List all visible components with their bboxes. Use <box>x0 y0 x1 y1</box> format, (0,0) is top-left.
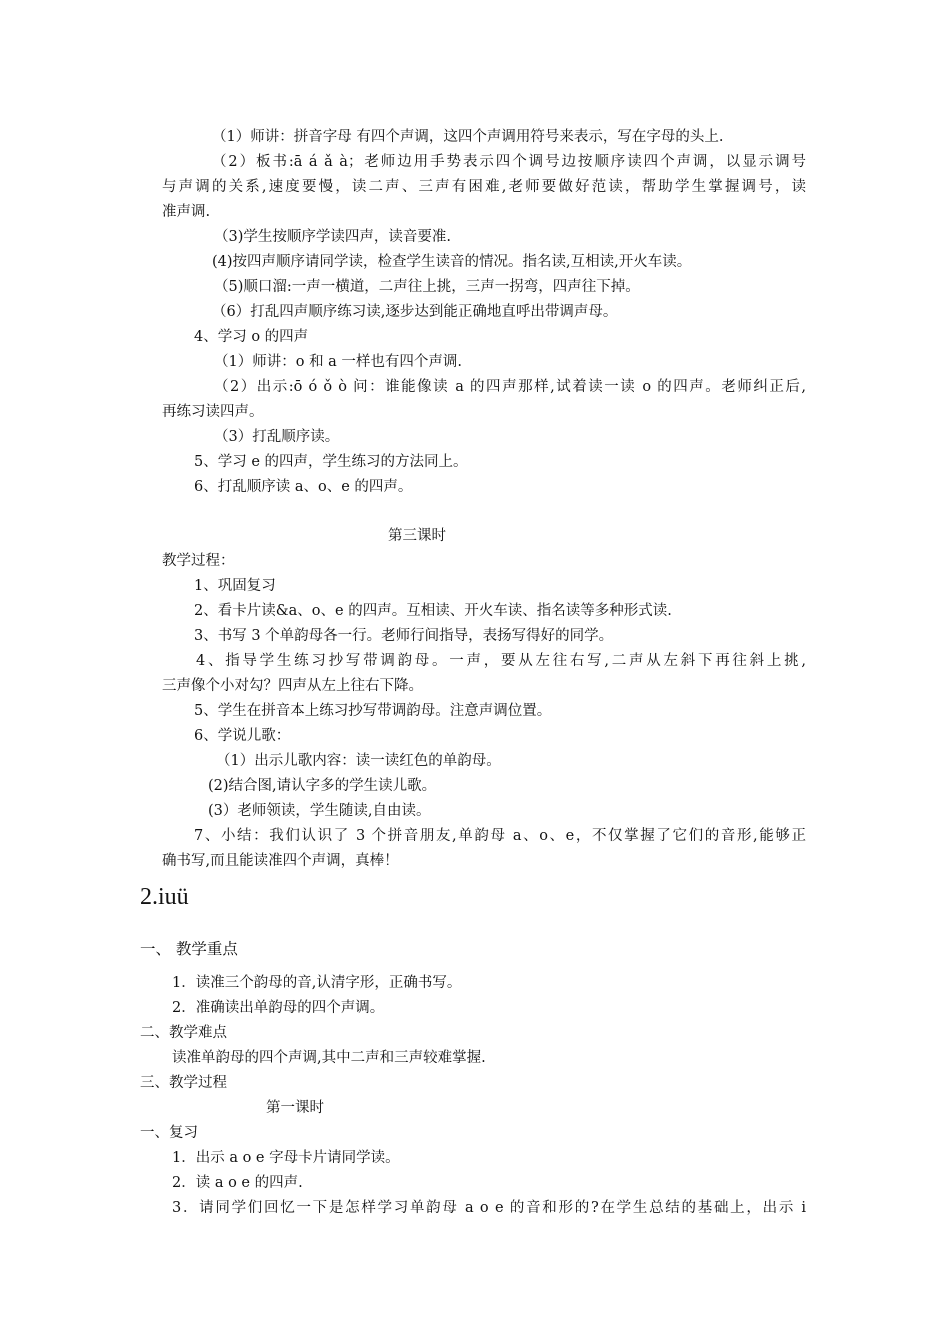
list-item: 1．读准三个韵母的音,认清字形，正确书写。 <box>172 975 462 991</box>
text-line: 5、学习 e 的四声，学生练习的方法同上。 <box>194 454 468 470</box>
text-line: 4、指导学生练习抄写带调韵母。一声，要从左往右写,二声从左斜下再往斜上挑, <box>196 653 806 669</box>
section-heading: 三、教学过程 <box>140 1075 227 1091</box>
text-line: 4、学习 o 的四声 <box>194 329 309 345</box>
text-line: （3）打乱顺序读。 <box>214 429 340 445</box>
text-line: （1）师讲：o 和 a 一样也有四个声调. <box>214 354 463 370</box>
text-line: （5)顺口溜:一声一横道，二声往上挑，三声一拐弯，四声往下掉。 <box>214 279 640 295</box>
text-line: (4)按四声顺序请同学读，检查学生读音的情况。指名读,互相读,开火车读。 <box>212 254 692 270</box>
text-line: 6、学说儿歌： <box>194 728 291 744</box>
text-line: （2）板书:ā á ǎ à；老师边用手势表示四个调号边按顺序读四个声调，以显示调号 <box>212 154 806 170</box>
text-line: 确书写,而且能读准四个声调，真棒！ <box>162 853 399 869</box>
list-item: 2．读 a o e 的四声. <box>172 1175 303 1191</box>
list-item: 3．请同学们回忆一下是怎样学习单韵母 a o e 的音和形的?在学生总结的基础上，出示 i <box>172 1200 806 1216</box>
section-title: 2.iuü <box>140 884 189 910</box>
text-line: (3）老师领读，学生随读,自由读。 <box>208 803 431 819</box>
text-line: 准声调. <box>162 204 211 220</box>
lesson-heading: 第一课时 <box>266 1100 324 1116</box>
lesson-heading: 第三课时 <box>388 528 446 544</box>
list-item: 2．准确读出单韵母的四个声调。 <box>172 1000 385 1016</box>
text-line: 5、学生在拼音本上练习抄写带调韵母。注意声调位置。 <box>194 703 552 719</box>
text-line: 2、看卡片读&a、o、e 的四声。互相读、开火车读、指名读等多种形式读. <box>194 603 672 619</box>
text-line: 三声像个小对勾？四声从左上往右下降。 <box>162 678 423 694</box>
text-line: 与声调的关系,速度要慢，读二声、三声有困难,老师要做好范读，帮助学生掌握调号，读 <box>162 179 806 195</box>
section-heading: 一、复习 <box>140 1125 198 1141</box>
text-line: （6）打乱四声顺序练习读,逐步达到能正确地直呼出带调声母。 <box>212 304 618 320</box>
section-heading: 二、教学难点 <box>140 1025 227 1041</box>
text-line: 教学过程： <box>162 553 235 569</box>
text-line: 1、巩固复习 <box>194 578 276 594</box>
text-line: 6、打乱顺序读 a、o、e 的四声。 <box>194 479 413 495</box>
text-line: （1）出示儿歌内容：读一读红色的单韵母。 <box>216 753 501 769</box>
text-line: 7、小结：我们认识了 3 个拼音朋友,单韵母 a、o、e，不仅掌握了它们的音形,能够正 <box>194 828 806 844</box>
text-line: （2）出示:ō ó ǒ ò 问：谁能像读 a 的四声那样,试着读一读 o 的四声。老师纠正后, <box>214 379 806 395</box>
section-heading: 一、 教学重点 <box>140 940 238 958</box>
text-line: 3、书写 3 个单韵母各一行。老师行间指导，表扬写得好的同学。 <box>194 628 614 644</box>
text-line: （3)学生按顺序学读四声，读音要准. <box>214 229 451 245</box>
text-line: (2)结合图,请认字多的学生读儿歌。 <box>208 778 437 794</box>
text-line: （1）师讲：拼音字母 有四个声调，这四个声调用符号来表示，写在字母的头上. <box>212 129 724 145</box>
text-line: 读准单韵母的四个声调,其中二声和三声较难掌握. <box>172 1050 486 1066</box>
text-line: 再练习读四声。 <box>162 404 264 420</box>
list-item: 1．出示 a o e 字母卡片请同学读。 <box>172 1150 400 1166</box>
